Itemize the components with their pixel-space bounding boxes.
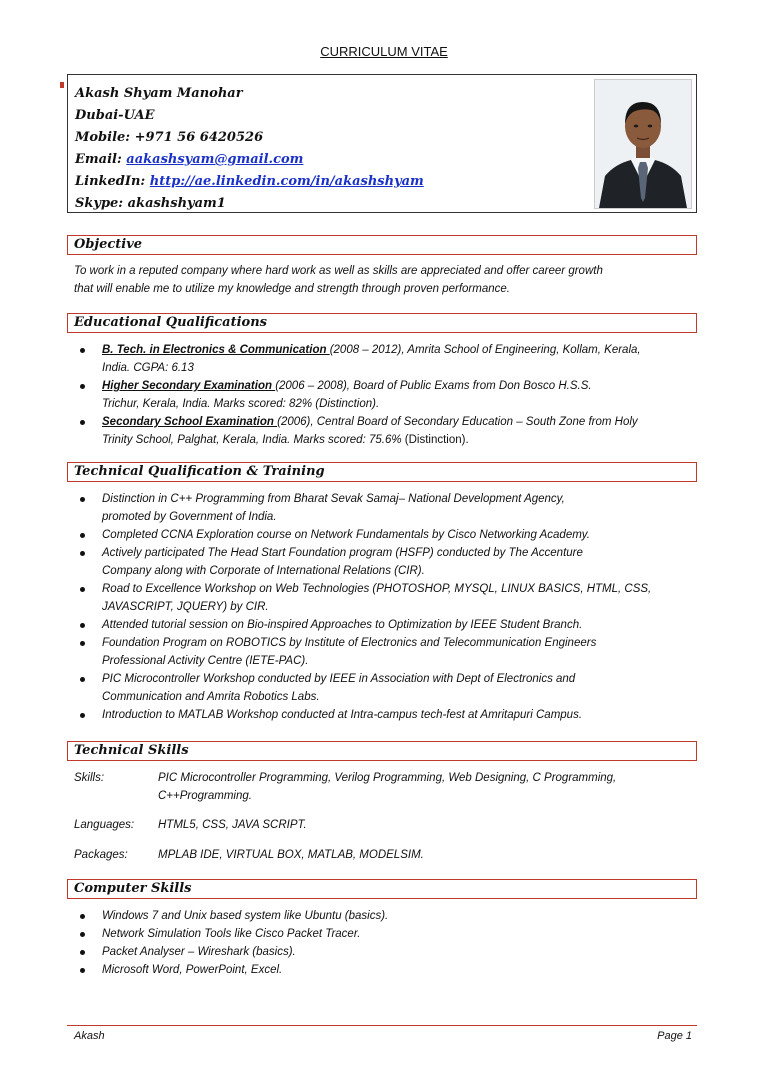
skills-value <box>158 769 694 805</box>
list-item <box>74 961 694 979</box>
email-link[interactable]: aakashsyam@gmail.com <box>126 152 304 167</box>
document-title: CURRICULUM VITAE <box>320 44 448 59</box>
list-item <box>74 544 694 580</box>
list-item <box>74 580 694 616</box>
bullet-icon <box>80 497 85 502</box>
contact-box <box>67 74 697 213</box>
bullet-icon <box>80 914 85 919</box>
list-item <box>74 634 694 670</box>
list-item <box>74 706 694 724</box>
list-item <box>74 413 694 449</box>
degree-title: Higher Secondary Examination <box>102 380 276 392</box>
item-text: Company along with Corporate of International Relations (CIR). <box>102 565 425 577</box>
item-text: Actively participated The Head Start Foundation program (HSFP) conducted by The Accenture <box>102 547 583 559</box>
section-heading-technical-skills: Technical Skills <box>67 741 697 761</box>
degree-detail: (2006), Central Board of Secondary Education – South Zone from Holy <box>277 416 638 428</box>
degree-detail: Trichur, Kerala, India. Marks scored: 82% (Distinction). <box>102 398 380 410</box>
item-text: Windows 7 and Unix based system like Ubuntu (basics). <box>102 910 389 922</box>
objective-text <box>74 262 694 298</box>
item-text: Packet Analyser – Wireshark (basics). <box>102 946 296 958</box>
list-item <box>74 526 694 544</box>
section-heading-education: Educational Qualifications <box>67 313 697 333</box>
bullet-icon <box>80 713 85 718</box>
degree-detail: Trinity School, Palghat, Kerala, India. Marks scored: 75.6% <box>102 434 405 446</box>
corner-marker <box>60 82 64 88</box>
footer-divider <box>67 1025 697 1026</box>
page-number: Page 1 <box>657 1030 692 1042</box>
bullet-icon <box>80 587 85 592</box>
item-text: Road to Excellence Workshop on Web Technologies (PHOTOSHOP, MYSQL, LINUX BASICS, HTML, CSS, <box>102 583 652 595</box>
degree-title: Secondary School Examination <box>102 416 278 428</box>
list-item <box>74 670 694 706</box>
degree-detail: India. CGPA: 6.13 <box>102 362 194 374</box>
list-item <box>74 341 694 377</box>
bullet-icon <box>80 677 85 682</box>
skills-label: Skills: <box>74 772 105 784</box>
item-text: promoted by Government of India. <box>102 511 277 523</box>
section-heading-objective: Objective <box>67 235 697 255</box>
list-item <box>74 943 694 961</box>
portrait-illustration <box>595 80 691 208</box>
languages-label: Languages: <box>74 819 135 831</box>
bullet-icon <box>80 533 85 538</box>
candidate-name: Akash Shyam Manohar <box>75 86 243 101</box>
mobile: Mobile: +971 56 6420526 <box>75 130 264 145</box>
degree-title: B. Tech. in Electronics & Communication <box>102 344 330 356</box>
packages-label: Packages: <box>74 849 128 861</box>
bullet-icon <box>80 641 85 646</box>
item-text: Introduction to MATLAB Workshop conducted at Intra-campus tech-fest at Amritapuri Campus. <box>102 709 583 721</box>
item-text: PIC Microcontroller Workshop conducted by IEEE in Association with Dept of Electronics and <box>102 673 576 685</box>
item-text: Completed CCNA Exploration course on Network Fundamentals by Cisco Networking Academy. <box>102 529 590 541</box>
item-text: Attended tutorial session on Bio-inspired Approaches to Optimization by IEEE Student Branch. <box>102 619 583 631</box>
skills-text: C++Programming. <box>158 790 252 802</box>
objective-line: To work in a reputed company where hard work as well as skills are appreciated and offer career growth <box>74 265 603 277</box>
item-text: Communication and Amrita Robotics Labs. <box>102 691 320 703</box>
training-list <box>74 490 694 724</box>
education-list <box>74 341 694 449</box>
item-text: Microsoft Word, PowerPoint, Excel. <box>102 964 283 976</box>
bullet-icon <box>80 420 85 425</box>
linkedin-label: LinkedIn: <box>75 174 150 189</box>
bullet-icon <box>80 551 85 556</box>
item-text: Network Simulation Tools like Cisco Packet Tracer. <box>102 928 361 940</box>
list-item <box>74 490 694 526</box>
list-item <box>74 925 694 943</box>
location: Dubai-UAE <box>75 108 155 123</box>
bullet-icon <box>80 623 85 628</box>
list-item <box>74 616 694 634</box>
item-text: JAVASCRIPT, JQUERY) by CIR. <box>102 601 269 613</box>
item-text: Foundation Program on ROBOTICS by Institute of Electronics and Telecommunication Engineers <box>102 637 597 649</box>
profile-photo <box>594 79 692 209</box>
bullet-icon <box>80 348 85 353</box>
section-heading-computer-skills: Computer Skills <box>67 879 697 899</box>
contact-lines <box>75 83 424 215</box>
linkedin-line <box>75 171 424 193</box>
skills-text: PIC Microcontroller Programming, Verilog Programming, Web Designing, C Programming, <box>158 772 617 784</box>
packages-value: MPLAB IDE, VIRTUAL BOX, MATLAB, MODELSIM. <box>158 849 424 861</box>
item-text: Distinction in C++ Programming from Bharat Sevak Samaj– National Development Agency, <box>102 493 565 505</box>
linkedin-link[interactable]: http://ae.linkedin.com/in/akashshyam <box>149 174 424 189</box>
footer-author: Akash <box>74 1030 105 1042</box>
skype: Skype: akashshyam1 <box>75 196 226 211</box>
objective-line: that will enable me to utilize my knowledge and strength through proven performance. <box>74 283 510 295</box>
degree-detail: (2008 – 2012), Amrita School of Engineering, Kollam, Kerala, <box>329 344 641 356</box>
degree-detail: (Distinction). <box>404 434 469 446</box>
email-label: Email: <box>75 152 127 167</box>
bullet-icon <box>80 968 85 973</box>
email-line <box>75 149 424 171</box>
bullet-icon <box>80 932 85 937</box>
bullet-icon <box>80 950 85 955</box>
bullet-icon <box>80 384 85 389</box>
section-heading-training: Technical Qualification & Training <box>67 462 697 482</box>
item-text: Professional Activity Centre (IETE-PAC). <box>102 655 309 667</box>
degree-detail: (2006 – 2008), Board of Public Exams from Don Bosco H.S.S. <box>275 380 592 392</box>
languages-value: HTML5, CSS, JAVA SCRIPT. <box>158 819 307 831</box>
list-item <box>74 907 694 925</box>
computer-skills-list <box>74 907 694 979</box>
list-item <box>74 377 694 413</box>
